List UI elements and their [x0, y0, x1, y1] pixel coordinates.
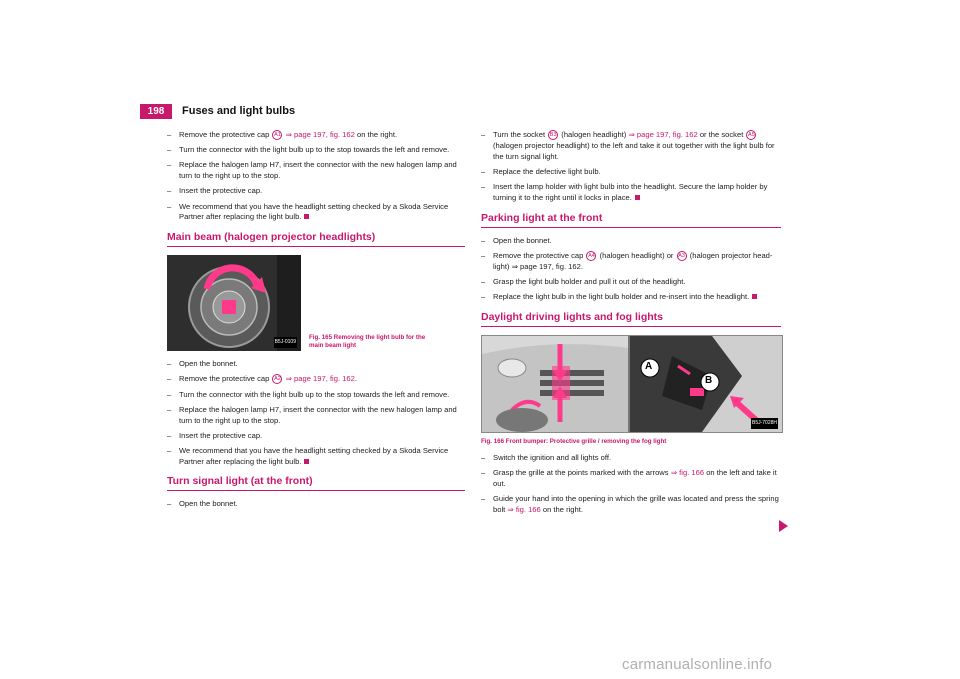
cross-reference-link[interactable]: ⇒ page 197, fig. 162	[628, 130, 698, 139]
cross-reference-link[interactable]: ⇒ page 197, fig. 162	[285, 130, 355, 139]
page-title: Fuses and light bulbs	[182, 105, 296, 117]
bumper-grille-photo	[481, 335, 783, 433]
list-item: – Turn the connector with the light bulb up to the stop towards the left and remove.	[167, 389, 450, 399]
position-marker: A5	[748, 132, 755, 138]
parking-steps	[481, 236, 781, 303]
list-item: – Switch the ignition and all lights off.	[481, 453, 612, 463]
list-item: – Insert the protective cap.	[167, 430, 263, 440]
section-end-icon	[304, 459, 309, 464]
list-item: – Grasp the grille at the points marked with the arrows ⇒ fig. 166 on the left and take it out.	[481, 468, 777, 489]
list-item: – Replace the halogen lamp H7, insert the connector with the new halogen lamp and turn to the right up to the stop.	[167, 160, 457, 181]
list-item: – We recommend that you have the headlight setting checked by a Skoda Service Partner after replacing the light bulb.	[167, 445, 449, 466]
figure-caption: Fig. 165 Removing the light bulb for the main beam light	[309, 334, 426, 349]
list-item: – We recommend that you have the headlight setting checked by a Skoda Service Partner after replacing the light bulb.	[167, 201, 449, 222]
position-marker: A4	[588, 252, 595, 259]
cross-reference-link[interactable]: ⇒ fig. 166	[670, 468, 705, 478]
figure-caption: Fig. 166 Front bumper: Protective grille / removing the fog light	[481, 437, 667, 445]
section-end-icon	[752, 294, 757, 299]
figure-code: B5J-0109	[274, 337, 297, 348]
position-marker: A3	[678, 252, 685, 259]
headlight-photo	[167, 255, 301, 351]
position-marker: B3	[549, 132, 557, 138]
section-heading-daylight-fog: Daylight driving lights and fog lights	[481, 311, 781, 327]
list-item: – Insert the protective cap.	[167, 186, 263, 196]
list-item: – Remove the protective cap A4 (halogen headlight) or A3 (halogen projector head-light) ⇒ page 197, fig. 162.	[481, 250, 773, 271]
list-item: – Open the bonnet.	[167, 499, 238, 509]
list-item: – Open the bonnet.	[481, 235, 552, 245]
cross-reference-link[interactable]: ⇒ page 197, fig. 162	[285, 374, 355, 384]
figure-code: B5J-7028H	[751, 418, 778, 429]
section-heading-main-beam: Main beam (halogen projector headlights)	[167, 231, 465, 247]
section-heading-parking-light: Parking light at the front	[481, 212, 781, 228]
list-item: – Grasp the light bulb holder and pull it out of the headlight.	[481, 276, 686, 286]
main-beam-steps	[167, 359, 465, 467]
label-b: B	[705, 374, 713, 386]
list-item: – Remove the protective cap A2 ⇒ page 197, fig. 162.	[167, 374, 357, 384]
turn-signal-continued-steps	[481, 130, 781, 204]
section-end-icon	[304, 214, 309, 219]
cross-reference-link[interactable]: ⇒ fig. 166	[507, 505, 541, 515]
list-item: – Replace the halogen lamp H7, insert the connector with the new halogen lamp and turn to the right up to the stop.	[167, 404, 457, 425]
left-column	[167, 130, 465, 515]
page-number: 198	[140, 104, 172, 119]
daylight-steps	[481, 453, 781, 516]
next-page-arrow-icon[interactable]	[779, 520, 788, 532]
list-item: – Turn the connector with the light bulb up to the stop towards the left and remove.	[167, 145, 450, 155]
list-item: – Turn the socket B3 (halogen headlight) ⇒ page 197, fig. 162 or the socket A5 (halogen projector headlight) to the left and take it out together with the light bulb for the turn signal light.	[481, 130, 775, 161]
section-end-icon	[635, 195, 640, 200]
list-item: – Guide your hand into the opening in which the grille was located and press the spring bolt ⇒ fig. 166 on the right.	[481, 494, 779, 515]
figure-165	[167, 255, 465, 351]
list-item: – Open the bonnet.	[167, 359, 238, 369]
label-a: A	[645, 360, 653, 372]
list-item: – Replace the light bulb in the light bulb holder and re-insert into the headlight.	[481, 292, 781, 303]
list-item: – Insert the lamp holder with light bulb into the headlight. Secure the lamp holder by turning it to the right until it locks in place.	[481, 181, 768, 202]
position-marker: A2	[274, 376, 281, 383]
watermark: carmanualsonline.info	[622, 656, 773, 673]
list-item: – Remove the protective cap A1 ⇒ page 197, fig. 162 on the right.	[167, 130, 398, 139]
right-column	[481, 130, 781, 520]
list-item: – Replace the defective light bulb.	[481, 166, 601, 176]
position-marker: A1	[274, 132, 281, 138]
section-heading-turn-signal: Turn signal light (at the front)	[167, 475, 465, 491]
intro-steps	[167, 130, 465, 223]
